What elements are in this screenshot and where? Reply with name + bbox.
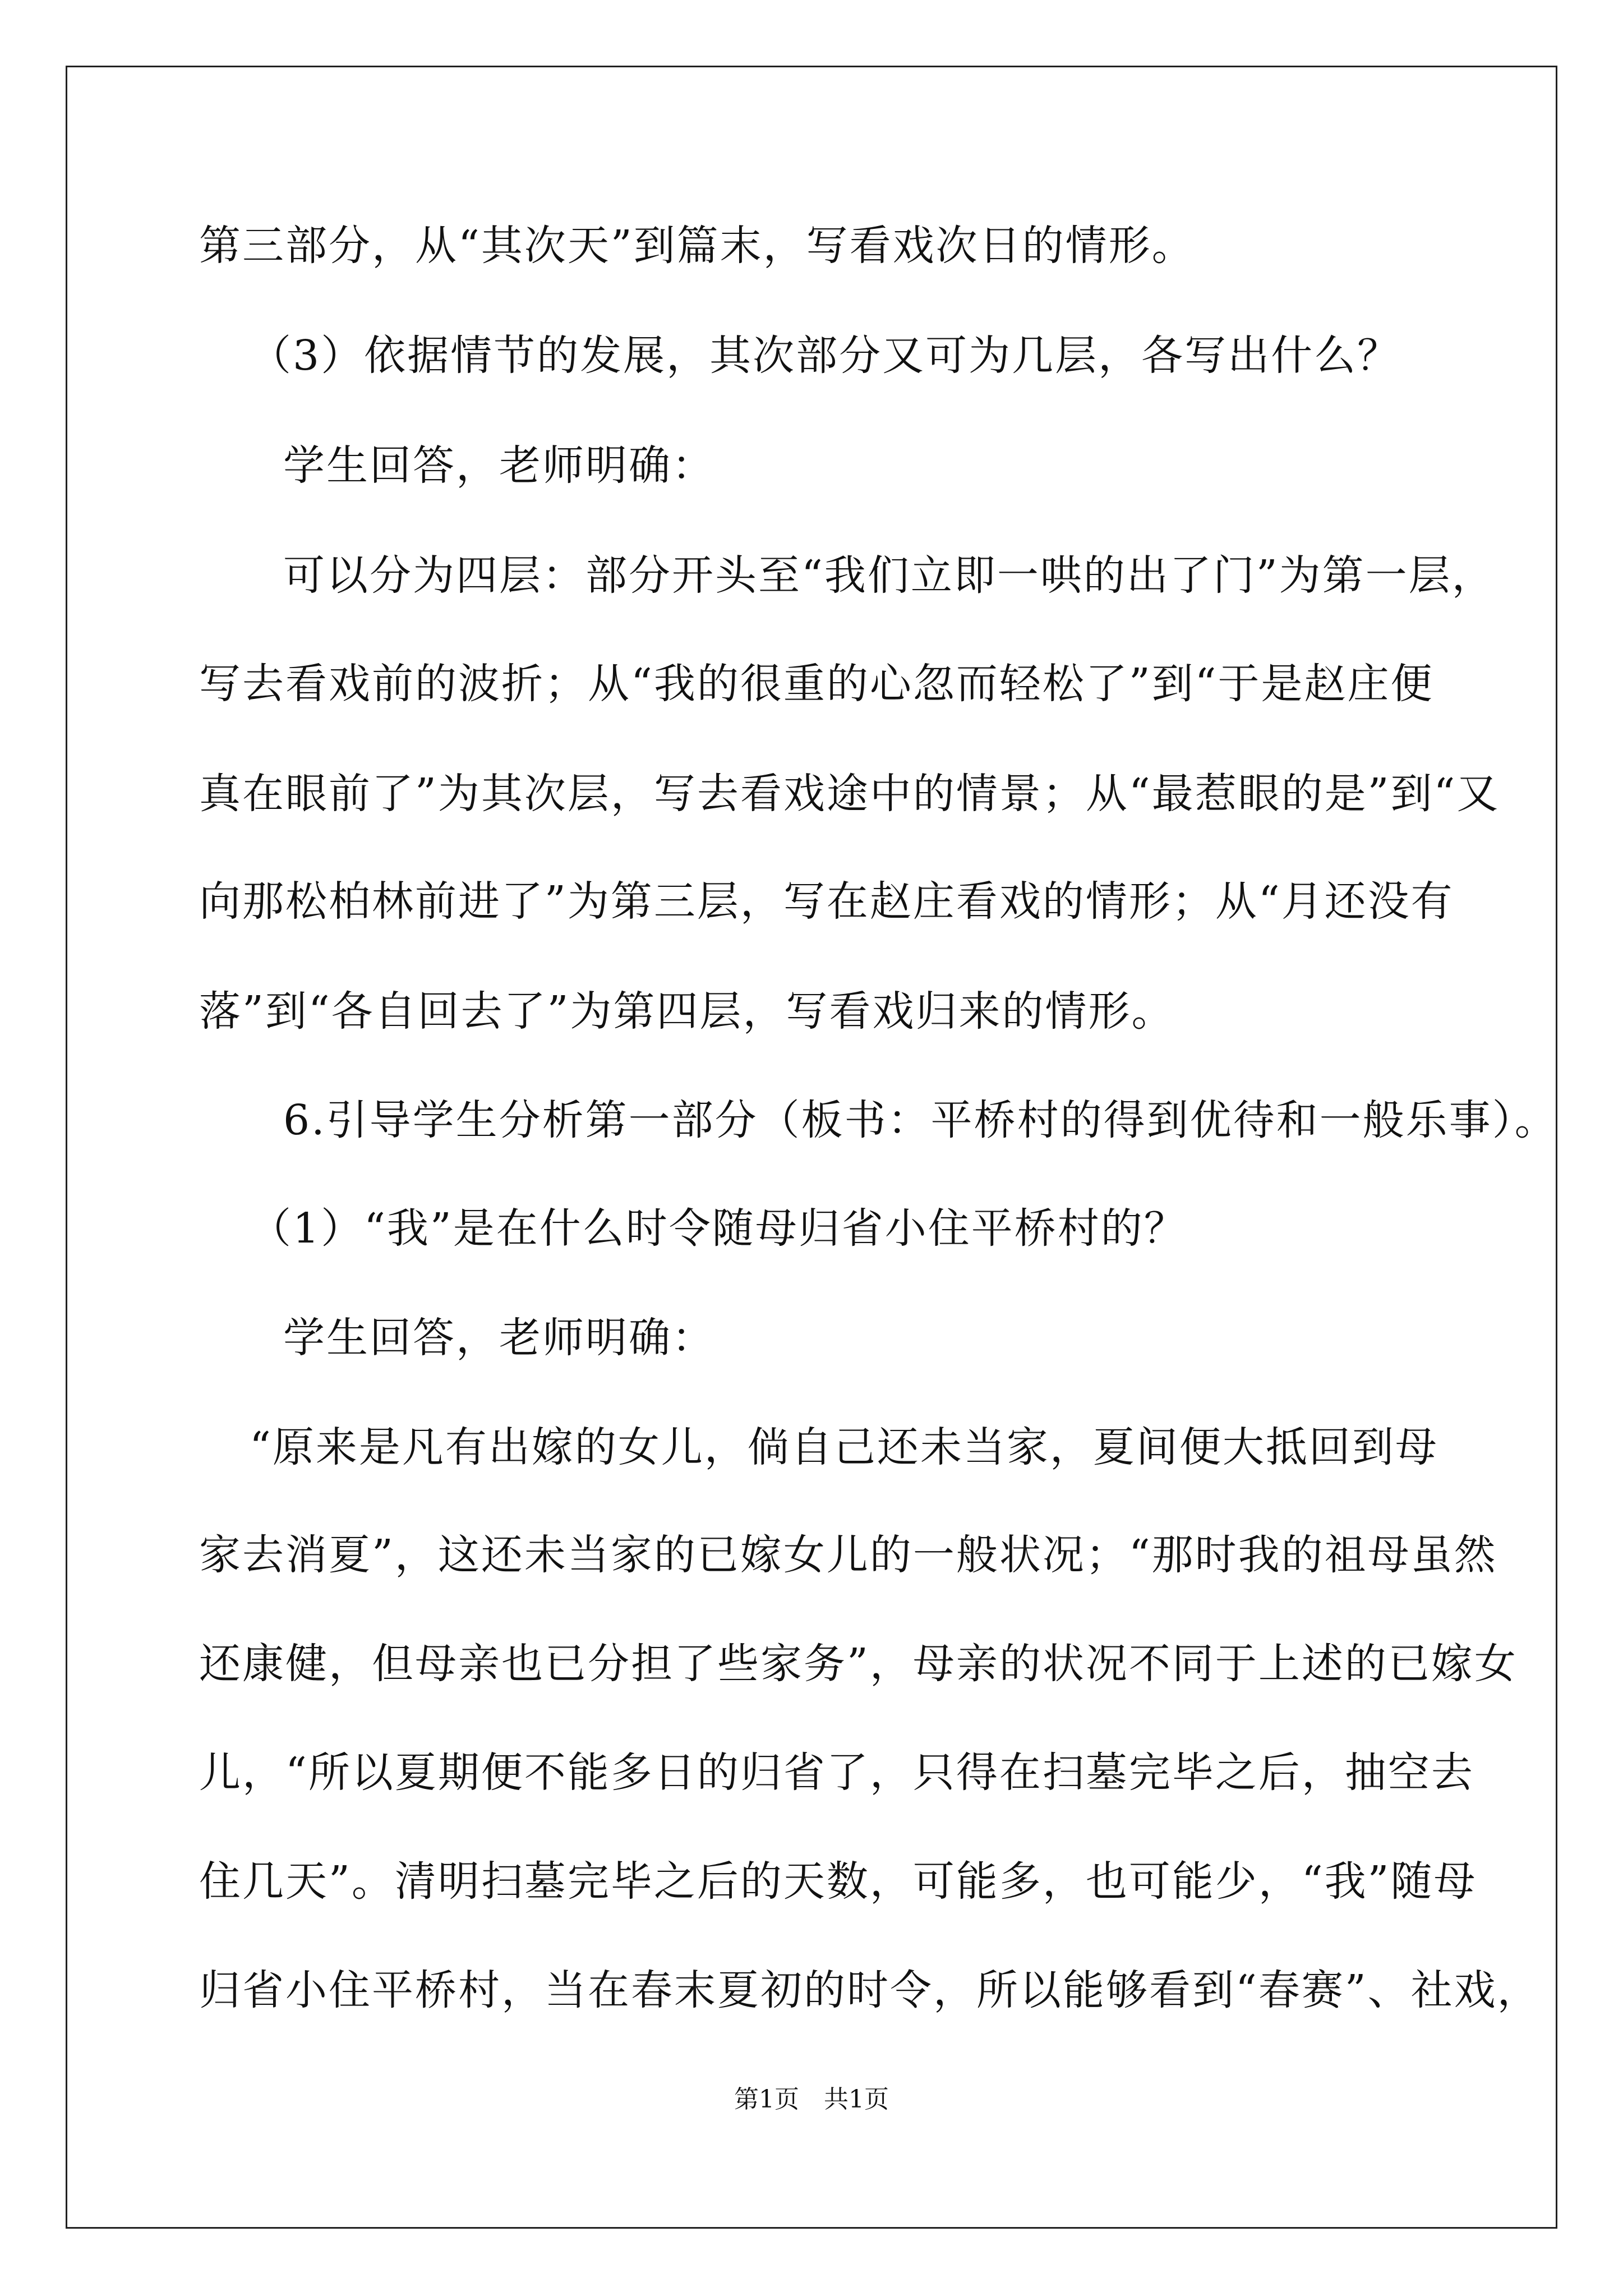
text-line-16: 住几天”。清明扫墓完毕之后的天数，可能多，也可能少，“我”随母 <box>199 1857 1477 1906</box>
text-line-17: 归省小住平桥村，当在春末夏初的时令，所以能够看到“春赛”、社戏， <box>199 1966 1541 2014</box>
page-footer: 第1页 共1页 <box>734 2085 889 2114</box>
text-line-3: 学生回答，老师明确： <box>283 441 715 490</box>
text-line-1: 第三部分，从“其次天”到篇末，写看戏次日的情形。 <box>199 222 1195 270</box>
text-line-2: （3）依据情节的发展，其次部分又可为几层，各写出什么？ <box>250 332 1401 380</box>
text-line-15: 儿，“所以夏期便不能多日的归省了，只得在扫墓完毕之后，抽空去 <box>199 1749 1474 1797</box>
text-line-14: 还康健，但母亲也已分担了些家务”，母亲的状况不同于上述的已嫁女 <box>199 1640 1518 1688</box>
text-line-7: 向那松柏林前进了”为第三层，写在赵庄看戏的情形；从“月还没有 <box>199 877 1454 926</box>
text-line-12: “原来是凡有出嫁的女儿，倘自己还未当家，夏间便大抵回到母 <box>250 1423 1438 1471</box>
text-line-5: 写去看戏前的波折；从“我的很重的心忽而轻松了”到“于是赵庄便 <box>199 660 1434 708</box>
text-line-8: 落”到“各自回去了”为第四层，写看戏归来的情形。 <box>199 987 1175 1036</box>
text-line-11: 学生回答，老师明确： <box>283 1314 715 1362</box>
text-line-13: 家去消夏”，这还未当家的已嫁女儿的一般状况；“那时我的祖母虽然 <box>199 1531 1497 1579</box>
text-line-9: 6.引导学生分析第一部分（板书：平桥村的得到优待和一般乐事）。 <box>283 1096 1558 1144</box>
text-line-6: 真在眼前了”为其次层，写去看戏途中的情景；从“最惹眼的是”到“又 <box>199 770 1500 818</box>
text-line-4: 可以分为四层：部分开头至“我们立即一哄的出了门”为第一层， <box>283 551 1495 600</box>
text-line-10: （1）“我”是在什么时令随母归省小住平桥村的？ <box>250 1204 1187 1253</box>
